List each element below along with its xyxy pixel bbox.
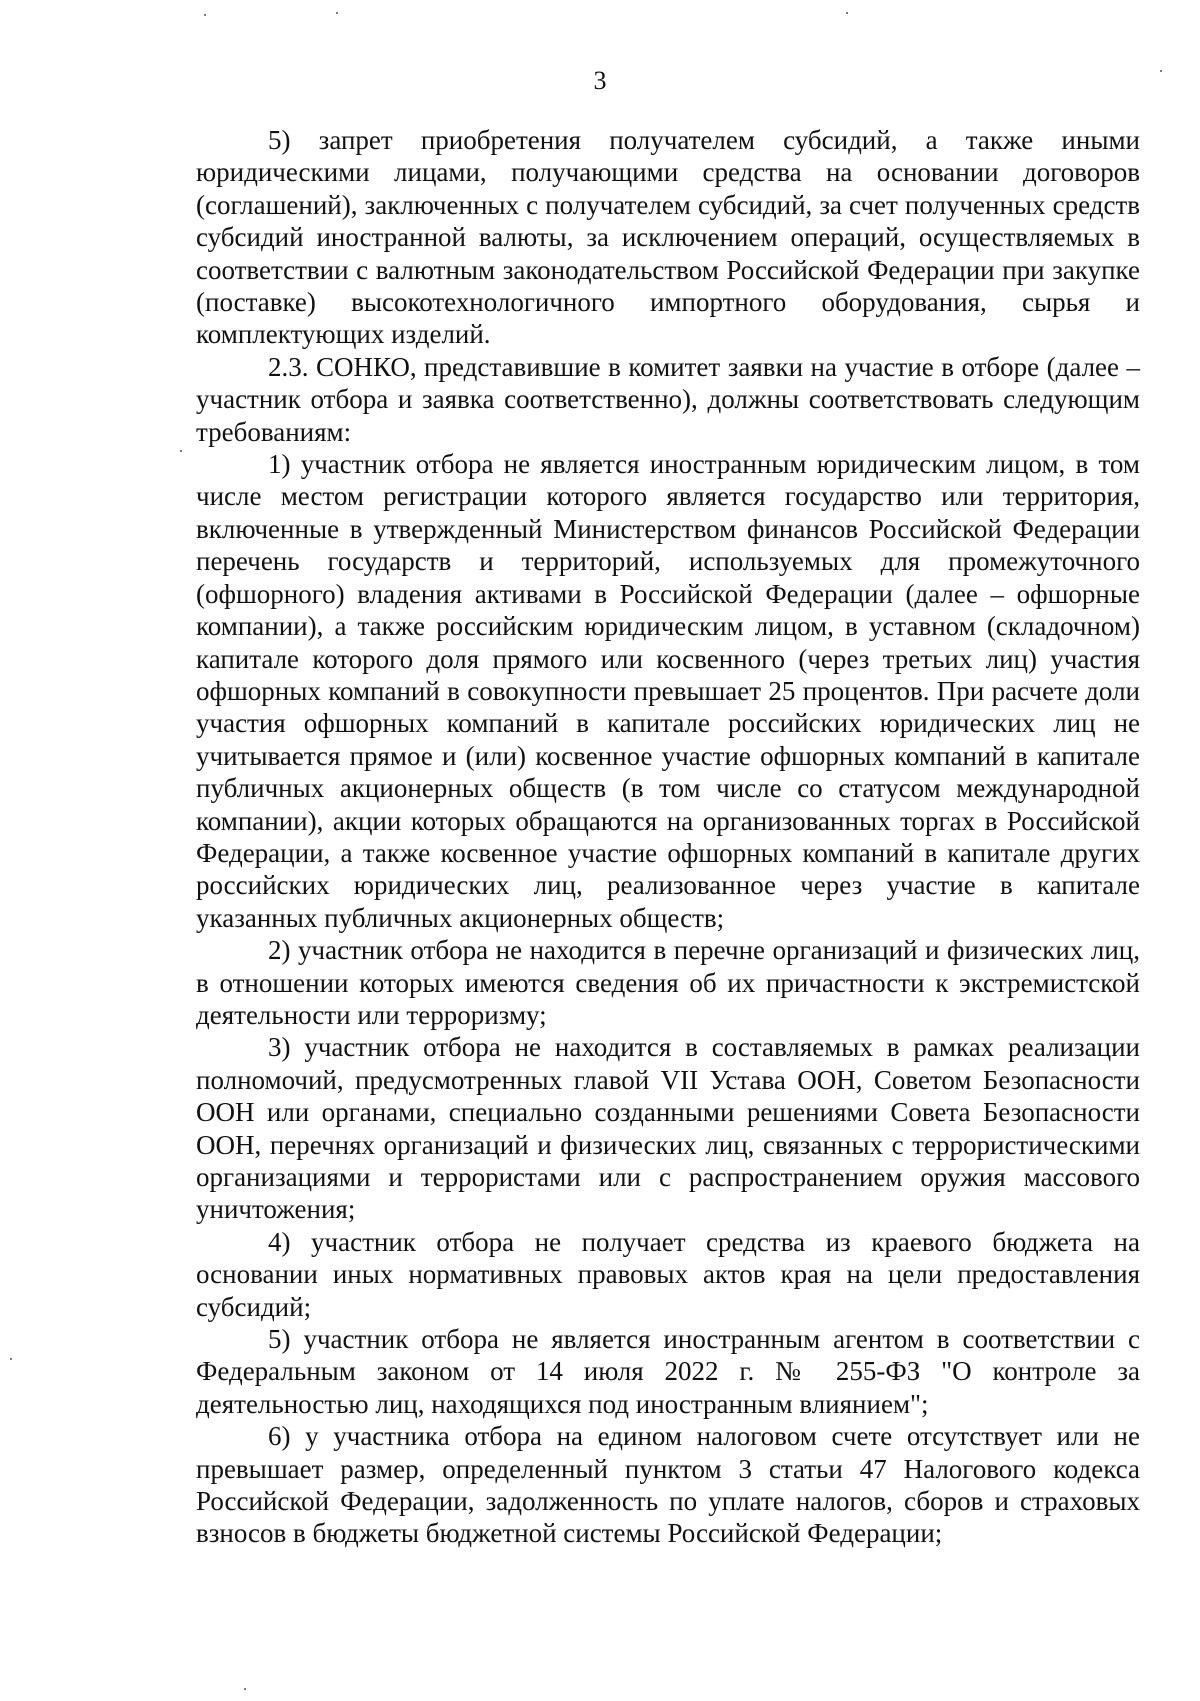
- paragraph-requirement-4-regional-budget: 4) участник отбора не получает средства из краевого бюджета на основании иных нормативных правовых актов края на цели предоставления субсидий;: [196, 1226, 1140, 1322]
- paragraph-2-3-requirements: 2.3. СОНКО, представившие в комитет заявки на участие в отборе (далее – участник отбора и заявка соответственно), должны соответствовать следующим требованиям:: [196, 351, 1140, 447]
- scan-speck: [10, 1358, 12, 1360]
- scan-speck: [336, 12, 338, 14]
- scan-speck: [244, 1688, 246, 1690]
- paragraph-requirement-6-tax-debt: 6) у участника отбора на едином налоговом счете отсутствует или не превышает размер, определенный пунктом 3 статьи 47 Налогового кодекса Российской Федерации, задолженность по уплате налогов, сборов и страховых взносов в бюджеты бюджетной системы Российской Федерации;: [196, 1421, 1140, 1549]
- paragraph-requirement-3-un-lists: 3) участник отбора не находится в составляемых в рамках реализации полномочий, предусмотренных главой VII Устава ООН, Советом Безопасности ООН или органами, специально созданными решениями Совета Безопасности ООН, перечнях организаций и физических лиц, связанных с террористическими организациями и террористами или с распространением оружия массового уничтожения;: [196, 1032, 1140, 1225]
- paragraph-item-5-currency-ban: 5) запрет приобретения получателем субсидий, а также иными юридическими лицами, получающими средства на основании договоров (соглашений), заключенных с получателем субсидий, за счет полученных средств субсидий иностранной валюты, за исключением операций, осуществляемых в соответствии с валютным законодательством Российской Федерации при закупке (поставке) высокотехнологичного импортного оборудования, сырья и комплектующих изделий.: [196, 125, 1140, 350]
- scan-speck: [180, 450, 182, 452]
- paragraph-requirement-5-foreign-agent: 5) участник отбора не является иностранным агентом в соответствии с Федеральным законом от 14 июля 2022 г. № 255-ФЗ "О контроле за деятельностью лиц, находящихся под иностранным влиянием";: [196, 1324, 1140, 1419]
- paragraph-requirement-1-offshore: 1) участник отбора не является иностранным юридическим лицом, в том числе местом регистрации которого является государство или территория, включенные в утвержденный Министерством финансов Российской Федерации перечень государств и территорий, используемых для промежуточного (офшорного) владения активами в Российской Федерации (далее – офшорные компании), а также российским юридическим лицом, в уставном (складочном) капитале которого доля прямого или косвенного (через третьих лиц) участия офшорных компаний в совокупности превышает 25 процентов. При расчете доли участия офшорных компаний в капитале российских юридических лиц не учитывается прямое и (или) косвенное участие офшорных компаний в капитале публичных акционерных обществ (в том числе со статусом международной компании), акции которых обращаются на организованных торгах в Российской Федерации, а также косвенное участие офшорных компаний в капитале других российских юридических лиц, реализованное через участие в капитале указанных публичных акционерных обществ;: [196, 449, 1140, 933]
- scan-speck: [846, 12, 848, 14]
- document-body: [196, 124, 1140, 1550]
- scan-speck: [204, 14, 206, 16]
- paragraph-requirement-2-extremism: 2) участник отбора не находится в перечне организаций и физических лиц, в отношении которых имеются сведения об их причастности к экстремистской деятельности или терроризму;: [196, 935, 1140, 1030]
- page-number: 3: [593, 66, 607, 95]
